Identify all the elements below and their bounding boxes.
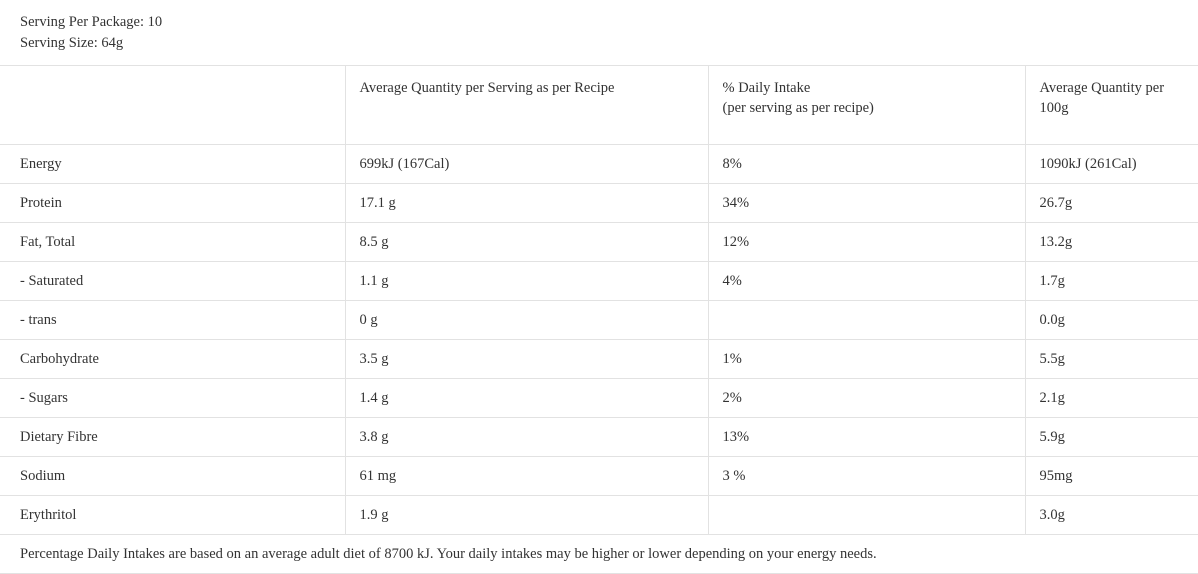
nutrient-name: Sodium: [0, 457, 345, 496]
nutrient-per-100g: 5.5g: [1025, 340, 1198, 379]
nutrient-name: Dietary Fibre: [0, 418, 345, 457]
nutrient-name: Fat, Total: [0, 223, 345, 262]
nutrient-per-serving: 8.5 g: [345, 223, 708, 262]
nutrient-per-100g: 13.2g: [1025, 223, 1198, 262]
table-body: [0, 145, 1198, 574]
nutrient-per-serving: 3.8 g: [345, 418, 708, 457]
table-footnote-row: [0, 535, 1198, 574]
nutrient-name: - Saturated: [0, 262, 345, 301]
nutrient-per-serving: 3.5 g: [345, 340, 708, 379]
nutrient-per-100g: 0.0g: [1025, 301, 1198, 340]
nutrient-per-100g: 5.9g: [1025, 418, 1198, 457]
nutrient-name: - Sugars: [0, 379, 345, 418]
nutrient-per-100g: 1090kJ (261Cal): [1025, 145, 1198, 184]
nutrient-name: Energy: [0, 145, 345, 184]
nutrient-per-serving: 17.1 g: [345, 184, 708, 223]
table-row: [0, 184, 1198, 223]
table-row: [0, 262, 1198, 301]
nutrient-daily-intake: [708, 301, 1025, 340]
nutrient-name: Carbohydrate: [0, 340, 345, 379]
header-per-100g: Average Quantity per 100g: [1025, 66, 1198, 145]
nutrient-per-100g: 1.7g: [1025, 262, 1198, 301]
nutrient-daily-intake: 8%: [708, 145, 1025, 184]
header-per-serving: Average Quantity per Serving as per Recipe: [345, 66, 708, 145]
nutrient-daily-intake: 34%: [708, 184, 1025, 223]
nutrient-name: Erythritol: [0, 496, 345, 535]
serving-size: Serving Size: 64g: [20, 35, 124, 51]
nutrient-per-100g: 3.0g: [1025, 496, 1198, 535]
nutrient-name: - trans: [0, 301, 345, 340]
nutrient-per-serving: 61 mg: [345, 457, 708, 496]
nutrient-per-100g: 2.1g: [1025, 379, 1198, 418]
nutrient-daily-intake: 3 %: [708, 457, 1025, 496]
serving-per-package: Serving Per Package: 10: [20, 14, 163, 30]
nutrient-daily-intake: 1%: [708, 340, 1025, 379]
nutrient-per-serving: 1.9 g: [345, 496, 708, 535]
table-row: [0, 340, 1198, 379]
nutrient-daily-intake: 12%: [708, 223, 1025, 262]
nutrient-name: Protein: [0, 184, 345, 223]
table-row: [0, 379, 1198, 418]
nutrient-daily-intake: 4%: [708, 262, 1025, 301]
nutrient-per-serving: 1.4 g: [345, 379, 708, 418]
table-row: [0, 145, 1198, 184]
header-daily-intake-line2: (per serving as per recipe): [722, 100, 874, 116]
header-daily-intake: [708, 66, 1025, 145]
nutrient-per-100g: 26.7g: [1025, 184, 1198, 223]
daily-intake-footnote: Percentage Daily Intakes are based on an average adult diet of 8700 kJ. Your daily intakes may be higher or lower depending on your energy needs.: [0, 535, 1198, 574]
header-daily-intake-line1: % Daily Intake: [722, 80, 811, 96]
table-row: [0, 457, 1198, 496]
table-row: [0, 418, 1198, 457]
table-row: [0, 496, 1198, 535]
nutrient-per-serving: 0 g: [345, 301, 708, 340]
nutrient-per-serving: 699kJ (167Cal): [345, 145, 708, 184]
table-row: [0, 301, 1198, 340]
nutrient-per-100g: 95mg: [1025, 457, 1198, 496]
nutrient-per-serving: 1.1 g: [345, 262, 708, 301]
nutrient-daily-intake: 13%: [708, 418, 1025, 457]
table-row: [0, 223, 1198, 262]
table-head: [0, 66, 1198, 145]
table-header-row: [0, 66, 1198, 145]
header-nutrient: [0, 66, 345, 145]
nutrient-daily-intake: [708, 496, 1025, 535]
nutrient-daily-intake: 2%: [708, 379, 1025, 418]
nutrition-information-table: [0, 65, 1198, 574]
serving-information: [0, 0, 1198, 58]
